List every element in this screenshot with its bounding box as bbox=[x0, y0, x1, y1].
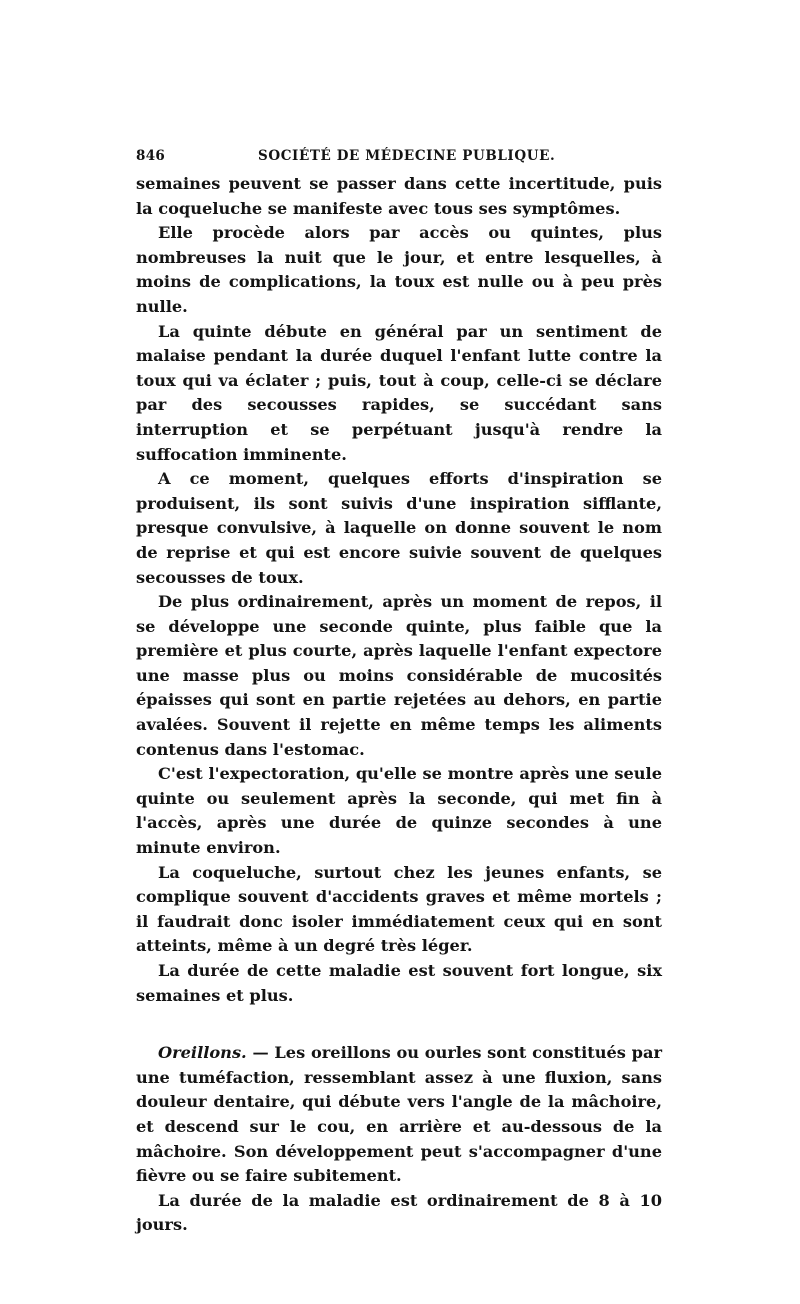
section-text: Les oreillons ou ourles sont constitués par une tuméfaction, ressemblant assez à une fluxion, sans douleur dentaire, qui débute vers l'angle de la mâchoire, et descend sur le cou, en arrière et au-dessous de la mâchoire. Son développement peut s'accompagner d'une fièvre ou se faire subitement. bbox=[136, 1043, 662, 1186]
page-number: 846 bbox=[136, 148, 166, 164]
paragraph-duree-oreillons: La durée de la maladie est ordinairement de 8 à 10 jours. bbox=[136, 1190, 662, 1235]
paragraph-inspiration: A ce moment, quelques efforts d'inspiration se produisent, ils sont suivis d'une inspiration sifflante, presque convulsive, à laquelle on donne souvent le nom de reprise et qui est encore suivie souvent de quelques secousses de toux. bbox=[136, 469, 662, 587]
book-page bbox=[136, 148, 662, 1238]
paragraph-acces: Elle procède alors par accès ou quintes, plus nombreuses la nuit que le jour, et entre lesquelles, à moins de complications, la toux est nulle ou à peu près nulle. bbox=[136, 223, 662, 316]
paragraph-complications: La coqueluche, surtout chez les jeunes enfants, se complique souvent d'accidents graves et même mortels ; il faudrait donc isoler immédiatement ceux qui en sont atteints, même à un degré très léger. bbox=[136, 862, 662, 956]
section-oreillons bbox=[136, 1041, 662, 1189]
section-title: Oreillons. bbox=[158, 1043, 247, 1063]
paragraph-quinte: La quinte débute en général par un sentiment de malaise pendant la durée duquel l'enfant lutte contre la toux qui va éclater ; puis, tout à coup, celle-ci se déclare par des secousses rapides, se succédant sans interruption et se perpétuant jusqu'à rendre la suffocation imminente. bbox=[136, 321, 662, 464]
running-title: SOCIÉTÉ DE MÉDECINE PUBLIQUE. bbox=[258, 148, 556, 164]
section-dash: — bbox=[246, 1043, 275, 1063]
paragraph-continuation: semaines peuvent se passer dans cette incertitude, puis la coqueluche se manifeste avec tous ses symptômes. bbox=[136, 174, 662, 218]
paragraph-duree-coqueluche: La durée de cette maladie est souvent fort longue, six semaines et plus. bbox=[136, 961, 662, 1005]
paragraph-seconde-quinte: De plus ordinairement, après un moment de repos, il se développe une seconde quinte, plus faible que la première et plus courte, après laquelle l'enfant expectore une masse plus ou moins considérable de mucosités épaisses qui sont en partie rejetées au dehors, en partie avalées. Souvent il rejette en même temps les aliments contenus dans l'estomac. bbox=[136, 592, 662, 759]
page-header bbox=[136, 148, 662, 172]
paragraph-expectoration: C'est l'expectoration, qu'elle se montre après une seule quinte ou seulement après la seconde, qui met fin à l'accès, après une durée de quinze secondes à une minute environ. bbox=[136, 764, 662, 858]
